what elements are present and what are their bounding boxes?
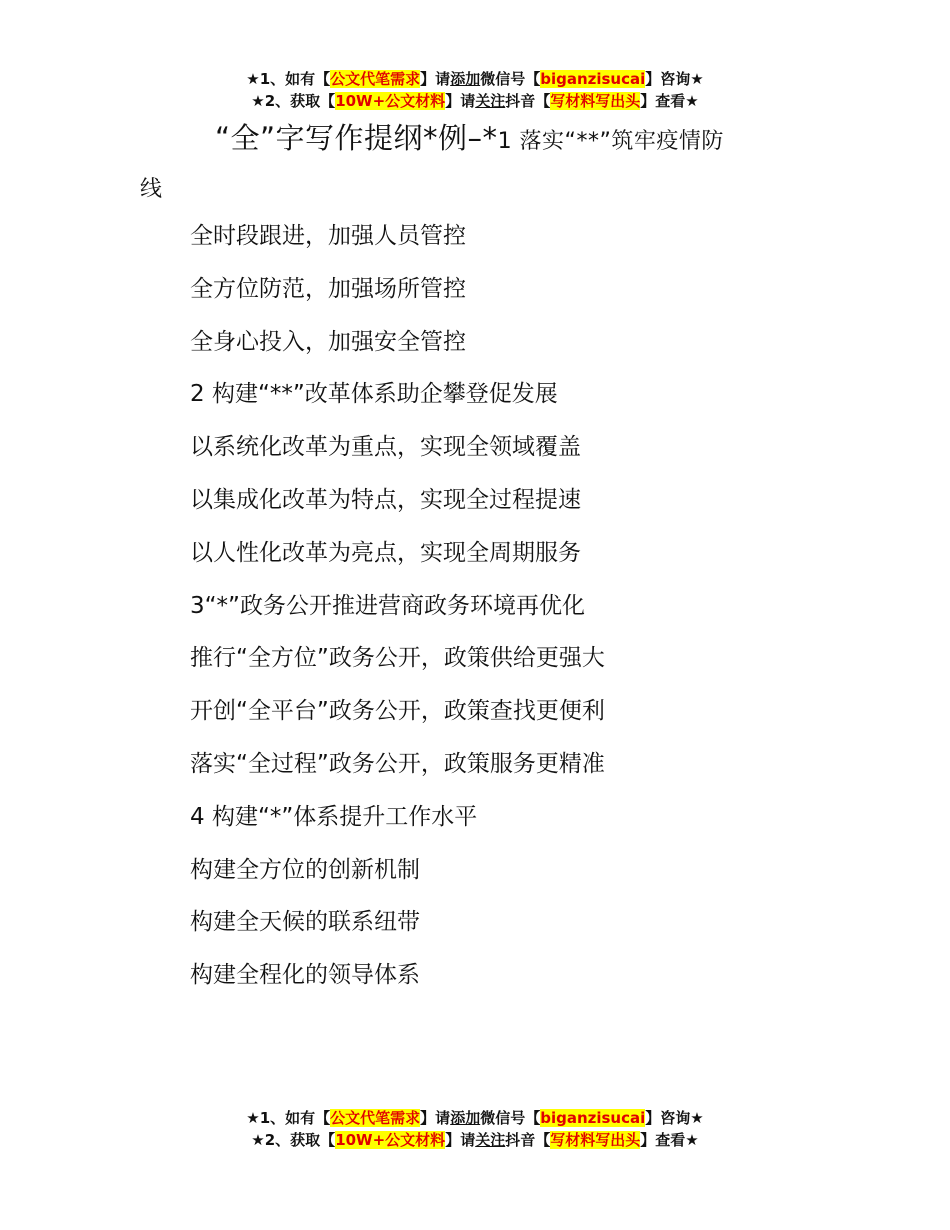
banner-text: 】咨询★ [645, 70, 704, 88]
banner-line-2 [0, 1129, 950, 1151]
list-item: 全身心投入，加强安全管控 [190, 328, 466, 355]
list-item: 全方位防范，加强场所管控 [190, 275, 466, 302]
outline-list [190, 216, 890, 1008]
list-item: 以系统化改革为重点，实现全领域覆盖 [190, 434, 581, 461]
banner-line-1 [0, 1107, 950, 1129]
banner-text: 】咨询★ [645, 1109, 704, 1127]
title-section-1: 1 落实“**”筑牢疫情防 [497, 129, 724, 154]
highlight-douyin: 写材料写出头 [550, 1131, 641, 1149]
banner-text: 微信号【 [480, 1109, 541, 1127]
list-item: 开创“全平台”政务公开，政策查找更便利 [190, 698, 605, 725]
banner-line-1 [0, 68, 950, 90]
header-banner [0, 68, 950, 112]
banner-text: 】查看★ [640, 92, 699, 110]
banner-text: 】查看★ [640, 1131, 699, 1149]
highlight-service: 公文代笔需求 [330, 1109, 421, 1127]
banner-text: ★1、如有【 [246, 70, 331, 88]
banner-text: 抖音【 [505, 92, 551, 110]
banner-text: 抖音【 [505, 1131, 551, 1149]
banner-text-add: 添加 [450, 70, 481, 88]
list-item: 落实“全过程”政务公开，政策服务更精准 [190, 750, 605, 777]
highlight-douyin: 写材料写出头 [550, 92, 641, 110]
banner-line-2 [0, 90, 950, 112]
list-item: 全时段跟进，加强人员管控 [190, 223, 466, 249]
banner-text-follow: 关注 [475, 92, 506, 110]
banner-text: 】请 [420, 1109, 451, 1127]
title-main: “全”字写作提纲*例–* [215, 121, 498, 155]
highlight-materials: 10W+公文材料 [335, 92, 446, 110]
banner-text: 】请 [420, 70, 451, 88]
title-tail: 线 [140, 177, 163, 202]
banner-text: 】请 [445, 92, 476, 110]
banner-text: ★1、如有【 [246, 1109, 331, 1127]
list-item: 构建全天候的联系纽带 [190, 909, 420, 936]
banner-text-follow: 关注 [475, 1131, 506, 1149]
banner-text: ★2、获取【 [251, 1131, 336, 1149]
footer-banner [0, 1107, 950, 1151]
list-item: 构建全方位的创新机制 [190, 856, 420, 883]
highlight-service: 公文代笔需求 [330, 70, 421, 88]
highlight-materials: 10W+公文材料 [335, 1131, 446, 1149]
banner-text: ★2、获取【 [251, 92, 336, 110]
section-heading: 4 构建“*”体系提升工作水平 [190, 803, 478, 830]
list-item: 构建全程化的领导体系 [190, 962, 420, 989]
list-item: 推行“全方位”政务公开，政策供给更强大 [190, 645, 605, 672]
section-heading: 3“*”政务公开推进营商政务环境再优化 [190, 592, 585, 619]
highlight-wechat-id: biganzisucai [540, 70, 646, 88]
list-item: 以集成化改革为特点，实现全过程提速 [190, 486, 581, 513]
banner-text: 】请 [445, 1131, 476, 1149]
section-heading: 2 构建“**”改革体系助企攀登促发展 [190, 381, 558, 408]
highlight-wechat-id: biganzisucai [540, 1109, 646, 1127]
banner-text-add: 添加 [450, 1109, 481, 1127]
banner-text: 微信号【 [480, 70, 541, 88]
document-title [140, 114, 830, 214]
list-item: 以人性化改革为亮点，实现全周期服务 [190, 539, 581, 566]
